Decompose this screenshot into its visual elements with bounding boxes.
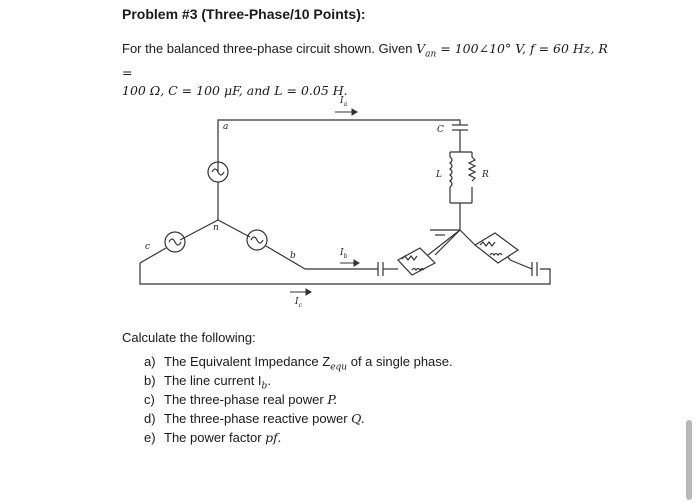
van-symbol: $V_{an}$ [416, 41, 437, 60]
inductor-L [450, 157, 452, 187]
resistor-R [469, 157, 475, 181]
wire-a [218, 120, 460, 172]
node-b-label: b [290, 251, 296, 261]
vertical-scrollbar[interactable] [686, 420, 692, 500]
statement-prefix: For the balanced three-phase circuit shown. Given [122, 41, 417, 56]
question-item: d) The three-phase reactive power Q. [144, 411, 365, 426]
current-b-label: $I_b$ [340, 248, 348, 260]
problem-title: Problem #3 (Three-Phase/10 Points): [122, 6, 366, 22]
node-a-label: a [223, 122, 229, 132]
ind-label: L [436, 170, 442, 180]
question-item: c) The three-phase real power P. [144, 392, 338, 407]
current-c-label: $I_c$ [295, 297, 302, 309]
calculate-heading: Calculate the following: [122, 330, 256, 345]
van-value: = 100∠10° V, f = 60 Hz, R = [122, 41, 608, 80]
current-a-label: $I_a$ [340, 96, 348, 108]
question-item: a) The Equivalent Impedance $Z_{equ}$ of a single phase. [144, 354, 453, 373]
question-item: b) The line current $I_b$. [144, 373, 271, 392]
node-n-label: n [213, 223, 219, 233]
res-label: R [482, 170, 489, 180]
statement-line2: 100 Ω, C = 100 μF, and L = 0.05 H. [122, 82, 348, 98]
question-item: e) The power factor pf. [144, 430, 282, 445]
node-c-label: c [145, 242, 151, 252]
cap-label: C [437, 125, 444, 135]
circuit-diagram [130, 85, 560, 315]
wire-c [140, 263, 550, 284]
question-list [144, 352, 453, 447]
